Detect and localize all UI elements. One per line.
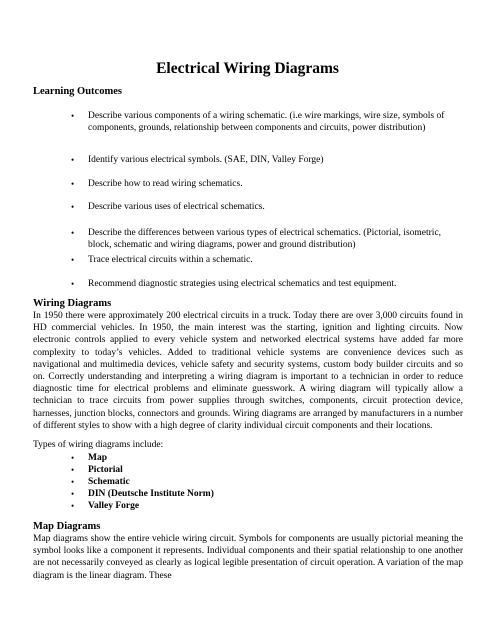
bullet-icon: •	[71, 453, 75, 463]
map-diagrams-paragraph: Map diagrams show the entire vehicle wiring circuit. Symbols for components are usually pictorial meaning the symbol looks like a component it represents. Individual components and their spatial relationship to one another are not necessarily conveyed as clearly as logical legible presentation of circuit operation. A variation of the map diagram is the linear diagram. These	[33, 534, 463, 581]
wiring-type-text: Pictorial	[88, 465, 123, 475]
learning-outcome-text: Describe various components of a wiring schematic. (i.e wire markings, wire size, symbols of components, grounds, relationship between components and circuits, power distribution)	[88, 111, 445, 133]
learning-outcomes-heading: Learning Outcomes	[33, 86, 122, 97]
page-title: Electrical Wiring Diagrams	[156, 60, 339, 77]
bullet-icon: •	[71, 111, 75, 121]
learning-outcome-text: Identify various electrical symbols. (SAE, DIN, Valley Forge)	[88, 155, 324, 165]
learning-outcome-item	[71, 110, 460, 134]
learning-outcome-text: Describe various uses of electrical schematics.	[88, 202, 265, 212]
learning-outcome-item	[71, 227, 460, 251]
wiring-type-text: Schematic	[88, 477, 130, 487]
wiring-type-item	[71, 476, 130, 488]
wiring-diagrams-paragraph: In 1950 there were approximately 200 electrical circuits in a truck. Today there are over 3,000 circuits found in HD commercial vehicles. In 1950, the main interest was the starting, ignition and lighting circuits. Now electronic controls applied to every vehicle system and networked electrical systems have added far more complexity to today’s vehicles. Added to traditional vehicle systems are convenience devices such as navigational and multimedia devices, vehicle safety and security systems, custom body builder circuits and so on. Correctly understanding and interpreting a wiring diagram is important to a technician in order to reduce diagnostic time for electrical problems and eliminate guesswork. A wiring diagram will typically allow a technician to trace circuits from power supplies through switches, components, circuit protection device, harnesses, junction blocks, connectors and grounds. Wiring diagrams are arranged by manufacturers in a number of different styles to show with a high degree of clarity individual circuit components and their locations.	[33, 311, 463, 431]
learning-outcome-item	[71, 254, 460, 266]
bullet-icon: •	[71, 202, 75, 212]
wiring-type-item	[71, 452, 107, 464]
wiring-type-item	[71, 464, 123, 476]
wiring-type-text: DIN (Deutsche Institute Norm)	[88, 489, 214, 499]
bullet-icon: •	[71, 255, 75, 265]
bullet-icon: •	[71, 465, 75, 475]
bullet-icon: •	[71, 279, 75, 289]
bullet-icon: •	[71, 501, 75, 511]
learning-outcome-text: Trace electrical circuits within a schematic.	[88, 255, 253, 265]
learning-outcome-text: Recommend diagnostic strategies using electrical schematics and test equipment.	[88, 279, 397, 289]
learning-outcome-item	[71, 201, 460, 213]
wiring-type-text: Map	[88, 453, 107, 463]
wiring-types-lead: Types of wiring diagrams include:	[33, 440, 164, 450]
learning-outcome-item	[71, 154, 460, 166]
wiring-type-item	[71, 500, 140, 512]
learning-outcome-text: Describe how to read wiring schematics.	[88, 179, 243, 189]
bullet-icon: •	[71, 155, 75, 165]
wiring-type-item	[71, 488, 214, 500]
bullet-icon: •	[71, 489, 75, 499]
bullet-icon: •	[71, 477, 75, 487]
wiring-type-text: Valley Forge	[88, 501, 140, 511]
wiring-diagrams-heading: Wiring Diagrams	[33, 298, 112, 309]
bullet-icon: •	[71, 179, 75, 189]
map-diagrams-heading: Map Diagrams	[33, 521, 101, 532]
learning-outcome-text: Describe the differences between various types of electrical schematics. (Pictorial, isometric, block, schematic and wiring diagrams, power and ground distribution)	[88, 228, 442, 250]
learning-outcome-item	[71, 278, 460, 290]
bullet-icon: •	[71, 228, 75, 238]
learning-outcome-item	[71, 178, 460, 190]
